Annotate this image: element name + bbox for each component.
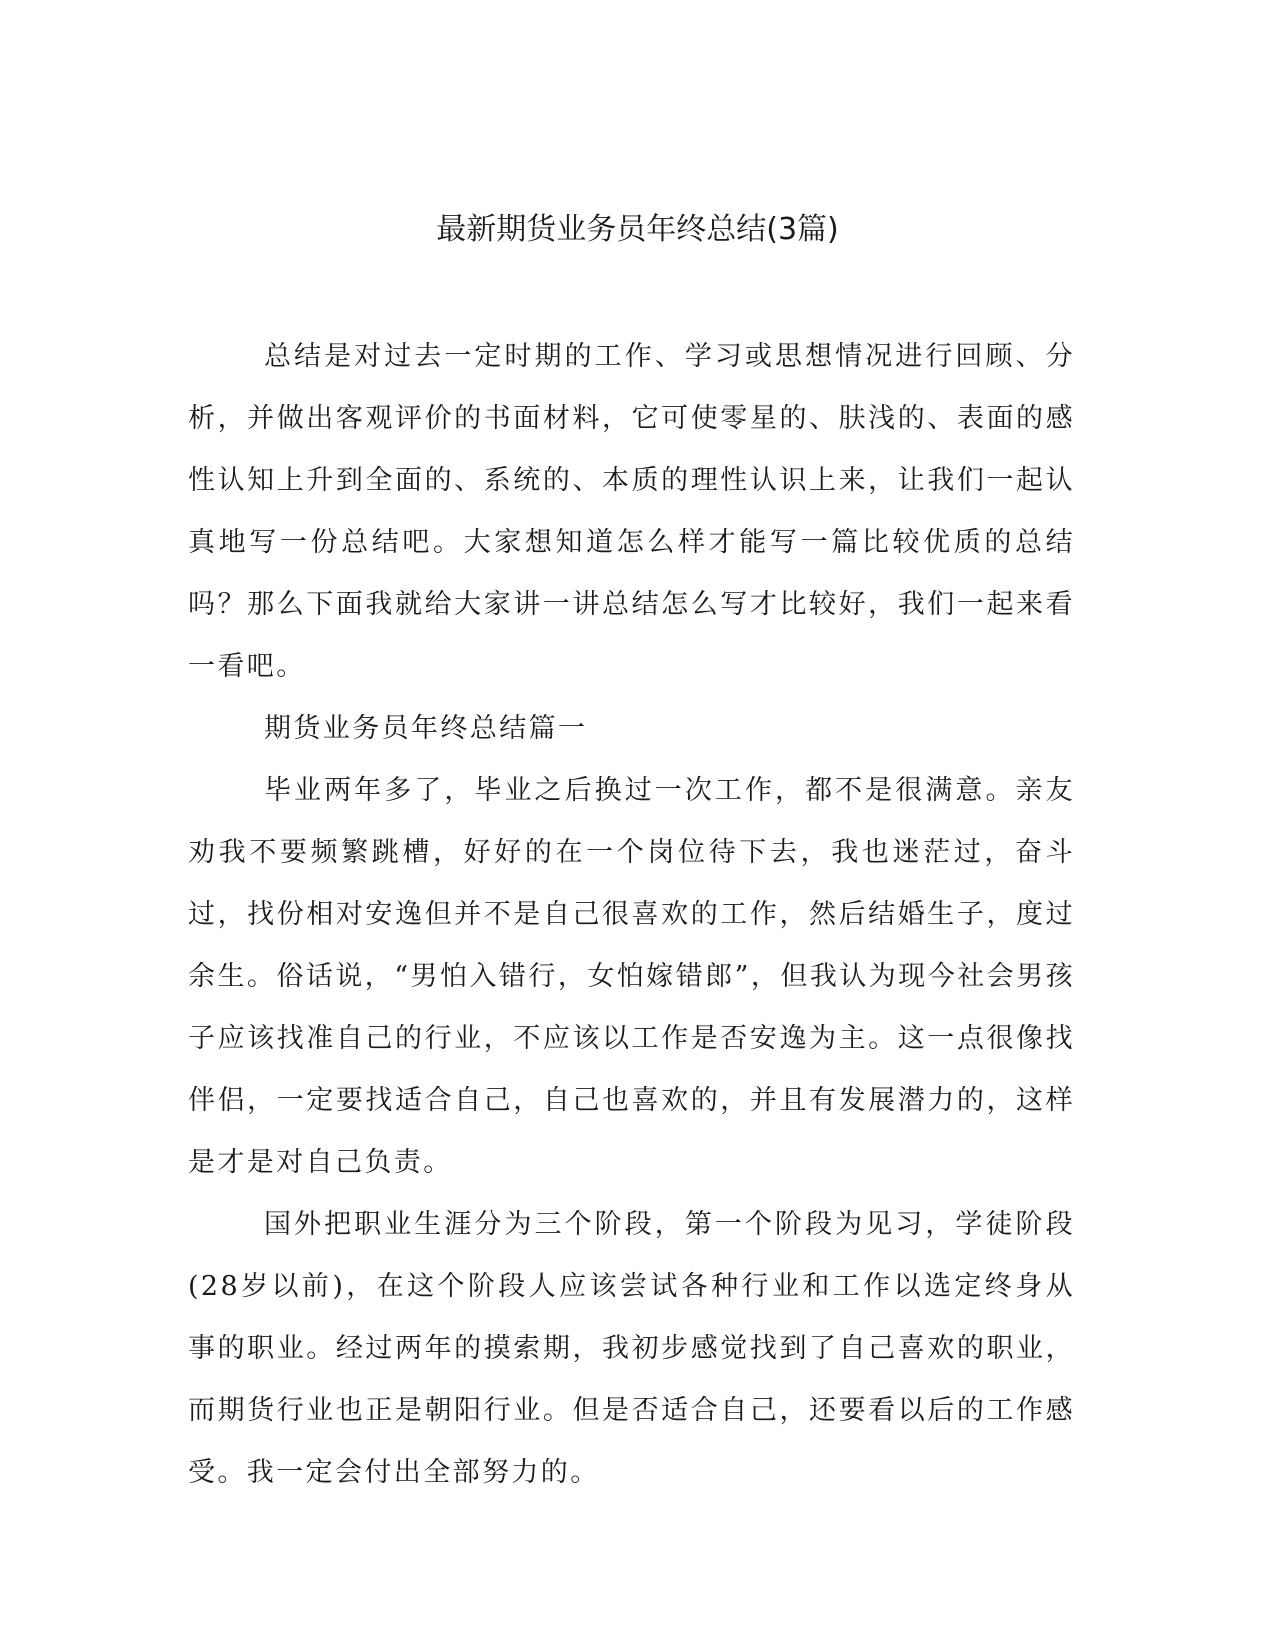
intro-paragraph: 总结是对过去一定时期的工作、学习或思想情况进行回顾、分析，并做出客观评价的书面材料，它可使零星的、肤浅的、表面的感性认知上升到全面的、系统的、本质的理性认识上来，让我们一起认真地写一份总结吧。大家想知道怎么样才能写一篇比较优质的总结吗？那么下面我就给大家讲一讲总结怎么写才比较好，我们一起来看一看吧。 <box>188 341 1075 682</box>
section-heading: 期货业务员年终总结篇一 <box>264 713 588 744</box>
body-paragraph: 毕业两年多了，毕业之后换过一次工作，都不是很满意。亲友劝我不要频繁跳槽，好好的在一个岗位待下去，我也迷茫过，奋斗过，找份相对安逸但并不是自己很喜欢的工作，然后结婚生子，度过余生。俗话说，“男怕入错行，女怕嫁错郎”，但我认为现今社会男孩子应该找准自己的行业，不应该以工作是否安逸为主。这一点很像找伴侣，一定要找适合自己，自己也喜欢的，并且有发展潜力的，这样是才是对自己负责。 <box>188 775 1075 1178</box>
document-body <box>188 326 1075 1504</box>
document-title: 最新期货业务员年终总结(3篇) <box>436 212 839 247</box>
body-paragraph: 国外把职业生涯分为三个阶段，第一个阶段为见习，学徒阶段(28岁以前)，在这个阶段人应该尝试各种行业和工作以选定终身从事的职业。经过两年的摸索期，我初步感觉找到了自己喜欢的职业，而期货行业也正是朝阳行业。但是否适合自己，还要看以后的工作感受。我一定会付出全部努力的。 <box>188 1209 1075 1488</box>
